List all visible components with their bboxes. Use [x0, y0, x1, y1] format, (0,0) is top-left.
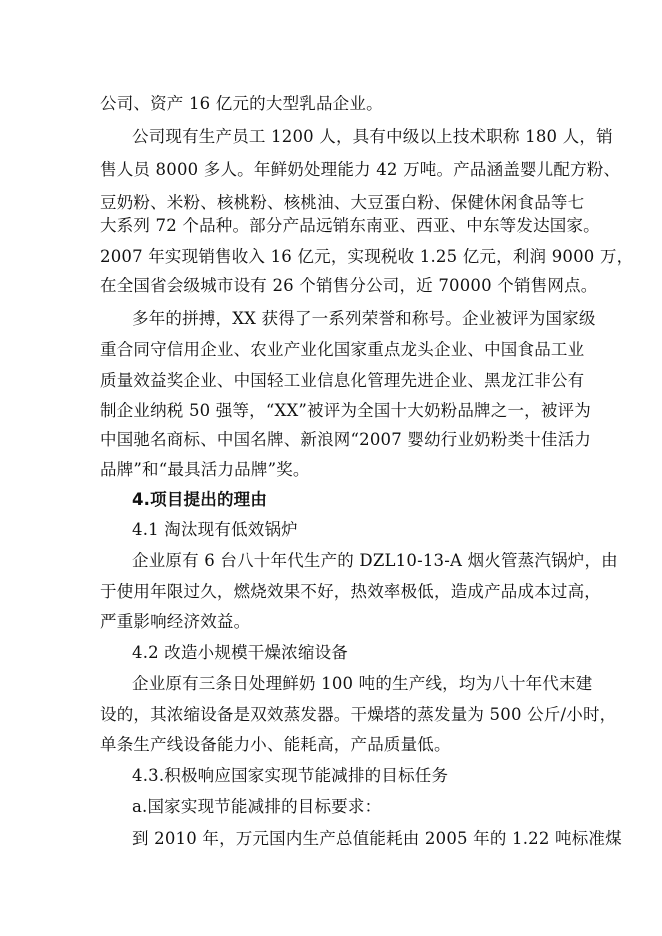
- section-heading: 4.项目提出的理由: [132, 490, 268, 509]
- text-line: 单条生产线设备能力小、能耗高，产品质量低。: [100, 735, 451, 754]
- text-line: 多年的拼搏，XX 获得了一系列荣誉和称号。企业被评为国家级: [132, 309, 596, 328]
- text-line: 企业原有 6 台八十年代生产的 DZL10-13-A 烟火管蒸汽锅炉，由: [132, 551, 618, 570]
- text-line: 严重影响经济效益。: [100, 612, 251, 631]
- text-line: 到 2010 年，万元国内生产总值能耗由 2005 年的 1.22 吨标准煤: [132, 829, 622, 848]
- text-line: 企业原有三条日处理鲜奶 100 吨的生产线，均为八十年代末建: [132, 674, 593, 693]
- text-line: 重合同守信用企业、农业产业化国家重点龙头企业、中国食品工业: [100, 340, 585, 359]
- text-line: 售人员 8000 多人。年鲜奶处理能力 42 万吨。产品涵盖婴儿配方粉、: [100, 160, 621, 179]
- text-line: 2007 年实现销售收入 16 亿元，实现税收 1.25 亿元，利润 9000 万，: [100, 247, 634, 266]
- text-line: 设的，其浓缩设备是双效蒸发器。干燥塔的蒸发量为 500 公斤/小时，: [100, 705, 617, 724]
- text-line: 豆奶粉、米粉、核桃粉、核桃油、大豆蛋白粉、保健休闲食品等七: [100, 193, 585, 212]
- text-line: 于使用年限过久，燃烧效果不好，热效率极低，造成产品成本过高，: [100, 582, 601, 601]
- text-line: a.国家实现节能减排的目标要求：: [132, 797, 382, 816]
- subsection-heading: 4.1 淘汰现有低效锅炉: [132, 520, 298, 539]
- text-line: 在全国省会级城市设有 26 个销售分公司，近 70000 个销售网点。: [100, 276, 598, 295]
- text-line: 质量效益奖企业、中国轻工业信息化管理先进企业、黑龙江非公有: [100, 371, 585, 390]
- text-line: 制企业纳税 50 强等，“XX”被评为全国十大奶粉品牌之一，被评为: [100, 401, 591, 420]
- text-line: 公司现有生产员工 1200 人，具有中级以上技术职称 180 人，销: [132, 127, 613, 146]
- text-line: 品牌”和“最具活力品牌”奖。: [100, 460, 310, 479]
- text-line: 大系列 72 个品种。部分产品远销东南亚、西亚、中东等发达国家。: [100, 216, 600, 235]
- subsection-heading: 4.2 改造小规模干燥浓缩设备: [132, 643, 348, 662]
- text-line: 公司、资产 16 亿元的大型乳品企业。: [100, 94, 383, 113]
- subsection-heading: 4.3.积极响应国家实现节能减排的目标任务: [132, 766, 449, 785]
- text-line: 中国驰名商标、中国名牌、新浪网“2007 婴幼行业奶粉类十佳活力: [100, 430, 592, 449]
